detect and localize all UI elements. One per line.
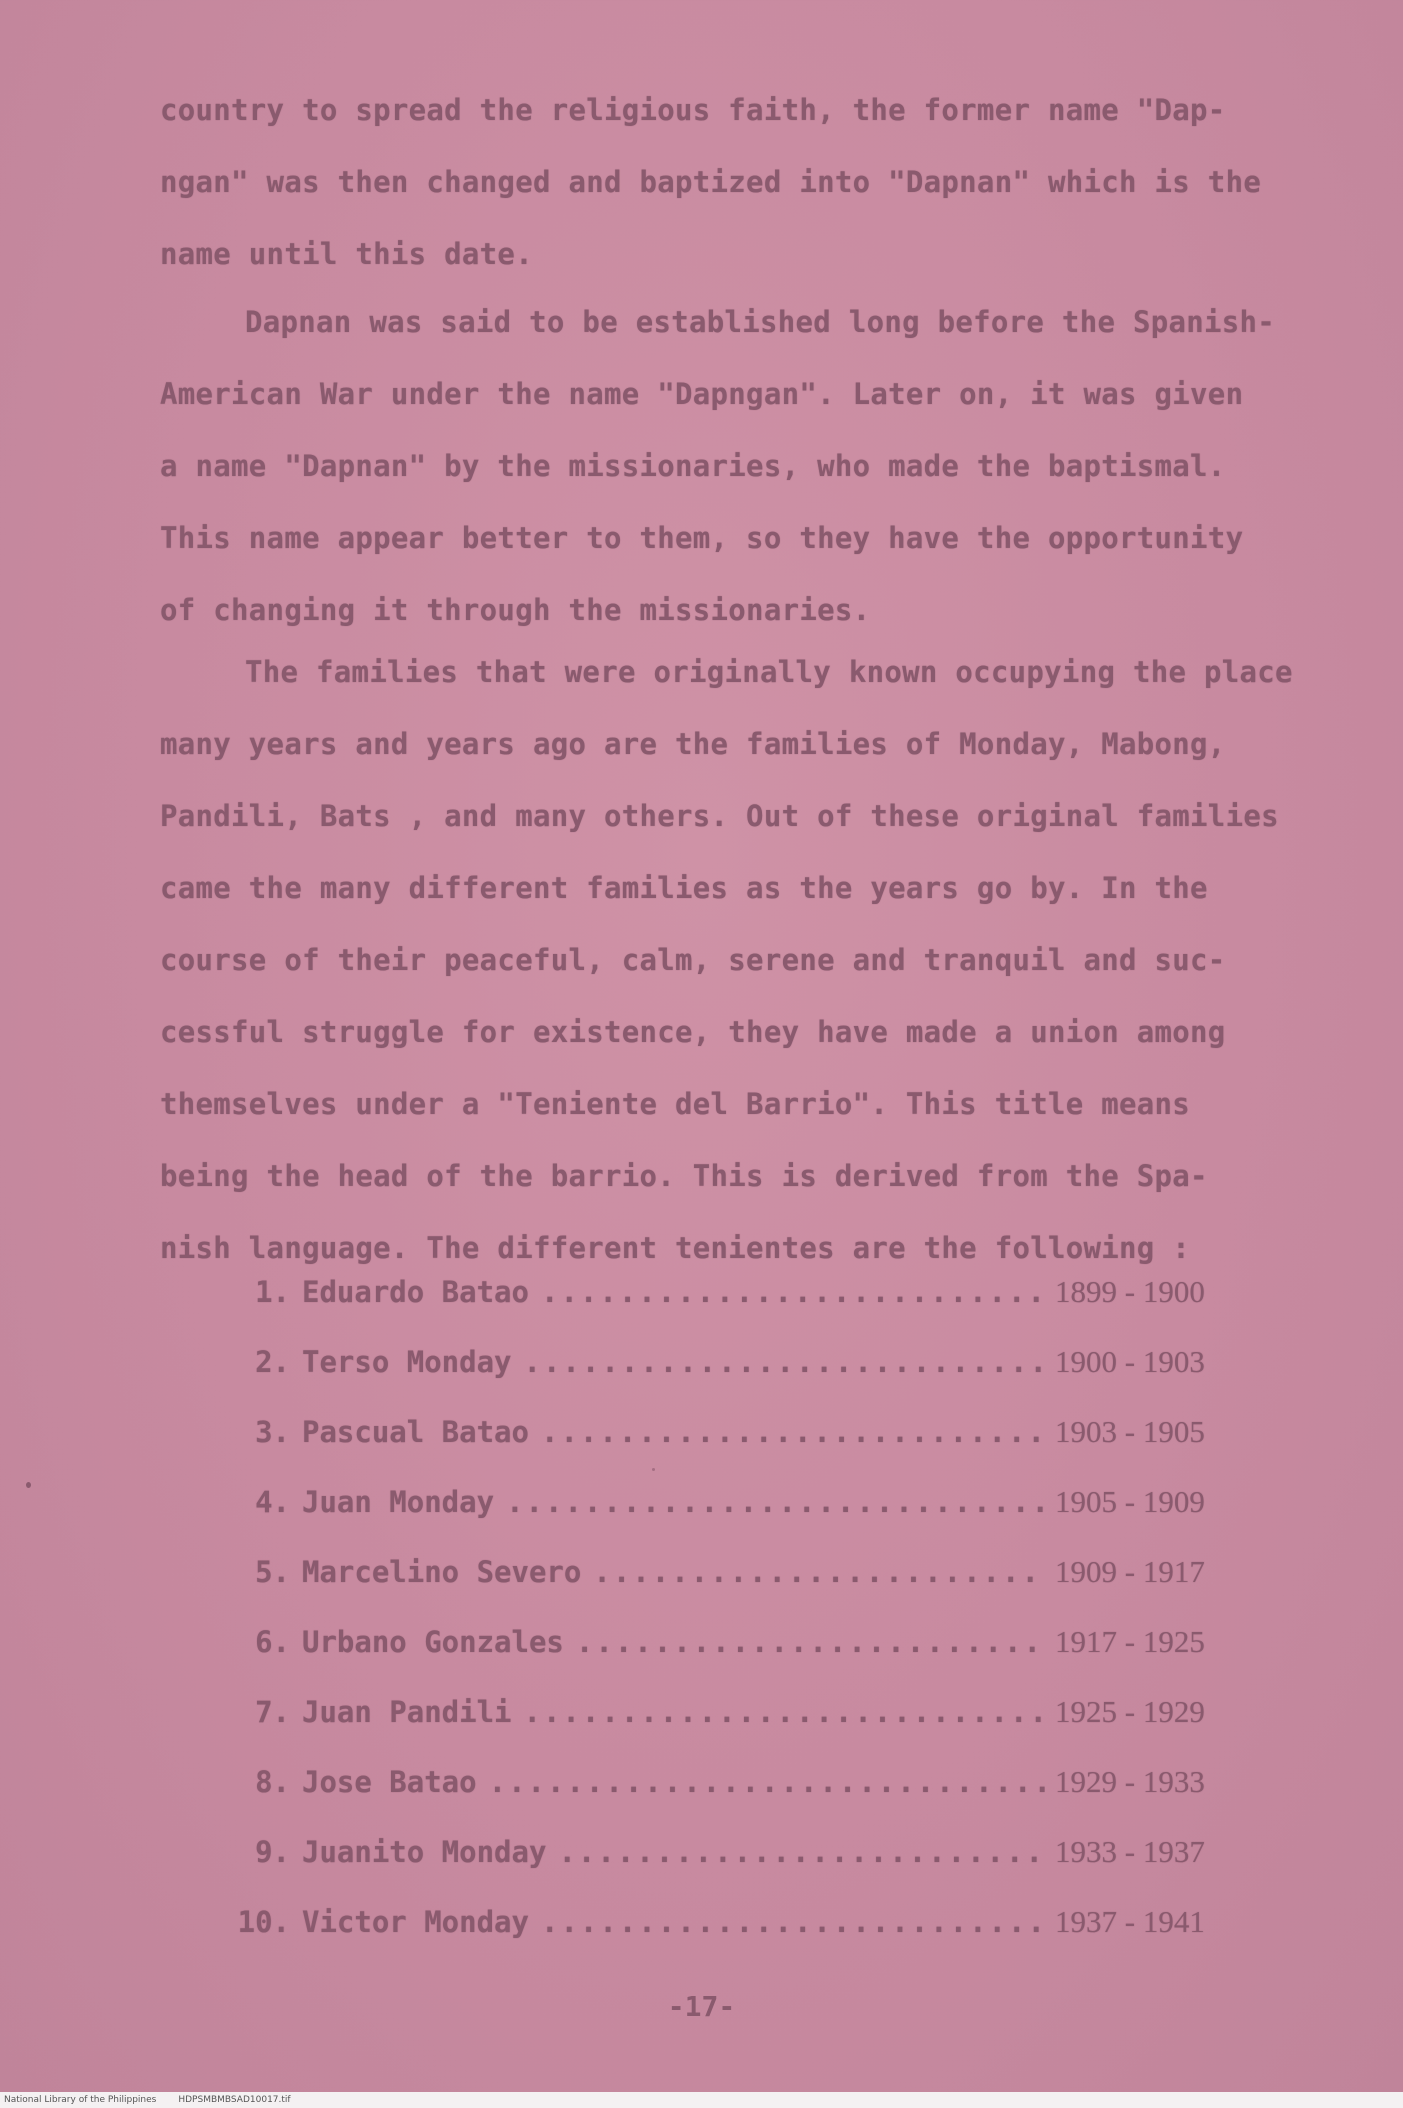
library-credit: National Library of the Philippines (4, 2095, 157, 2105)
text-line: themselves under a "Teniente del Barrio". This title means (160, 1087, 1191, 1121)
term-years: 1903 - 1905 (1055, 1414, 1205, 1449)
text-line: nish language. The different tenientes are the following : (160, 1231, 1191, 1265)
text-line: country to spread the religious faith, the former name "Dap- (160, 93, 1226, 127)
tenientes-list (230, 1274, 1260, 1974)
dot-leader (506, 1485, 1045, 1519)
item-number: 10. (237, 1905, 290, 1939)
term-years: 1899 - 1900 (1055, 1274, 1205, 1309)
text-line: Pandili, Bats , and many others. Out of these original families (160, 799, 1279, 833)
item-number: 4. (255, 1485, 290, 1519)
list-item (230, 1904, 1260, 1974)
teniente-name: Victor Monday (302, 1905, 529, 1939)
teniente-name: Juanito Monday (302, 1835, 547, 1869)
scan-footer (0, 2092, 1403, 2108)
item-number: 3. (255, 1415, 290, 1449)
paragraph (160, 286, 1280, 646)
dot-leader (541, 1905, 1045, 1939)
teniente-name: Marcelino Severo (302, 1555, 582, 1589)
term-years: 1933 - 1937 (1055, 1834, 1205, 1869)
text-line: came the many different families as the years go by. In the (160, 871, 1208, 905)
ink-speck (652, 1468, 655, 1471)
term-years: 1937 - 1941 (1055, 1904, 1205, 1939)
file-id: HDPSMBMBSAD10017.tif (178, 2095, 291, 2105)
dot-leader (541, 1275, 1045, 1309)
item-number: 6. (255, 1625, 290, 1659)
teniente-name: Eduardo Batao (302, 1275, 529, 1309)
ink-speck (26, 1482, 31, 1488)
term-years: 1929 - 1933 (1055, 1764, 1205, 1799)
paragraph (160, 74, 1280, 290)
item-number: 9. (255, 1835, 290, 1869)
term-years: 1909 - 1917 (1055, 1554, 1205, 1589)
term-years: 1900 - 1903 (1055, 1344, 1205, 1379)
list-item (230, 1554, 1260, 1624)
teniente-name: Urbano Gonzales (302, 1625, 564, 1659)
text-line: cessful struggle for existence, they have made a union among (160, 1015, 1226, 1049)
list-item (230, 1834, 1260, 1904)
list-item (230, 1484, 1260, 1554)
item-number: 7. (255, 1695, 290, 1729)
text-line: name until this date. (160, 237, 533, 271)
text-line: being the head of the barrio. This is derived from the Spa- (160, 1159, 1208, 1193)
dot-leader (524, 1345, 1045, 1379)
dot-leader (593, 1555, 1045, 1589)
text-line: The families that were originally known occupying the place (245, 655, 1293, 689)
text-line: This name appear better to them, so they have the opportunity (160, 521, 1244, 555)
list-item (230, 1274, 1260, 1344)
page-number: -17- (667, 1990, 736, 2023)
text-line: many years and years ago are the families of Monday, Mabong, (160, 727, 1226, 761)
dot-leader (489, 1765, 1045, 1799)
dot-leader (524, 1695, 1045, 1729)
term-years: 1925 - 1929 (1055, 1694, 1205, 1729)
list-item (230, 1694, 1260, 1764)
teniente-name: Pascual Batao (302, 1415, 529, 1449)
item-number: 5. (255, 1555, 290, 1589)
dot-leader (558, 1835, 1045, 1869)
text-line: Dapnan was said to be established long before the Spanish- (245, 305, 1276, 339)
list-item (230, 1764, 1260, 1834)
teniente-name: Terso Monday (302, 1345, 512, 1379)
item-number: 1. (255, 1275, 290, 1309)
text-line: course of their peaceful, calm, serene and tranquil and suc- (160, 943, 1226, 977)
term-years: 1917 - 1925 (1055, 1624, 1205, 1659)
teniente-name: Jose Batao (302, 1765, 477, 1799)
text-line: American War under the name "Dapngan". Later on, it was given (160, 377, 1244, 411)
paragraph (160, 636, 1293, 1284)
term-years: 1905 - 1909 (1055, 1484, 1205, 1519)
item-number: 8. (255, 1765, 290, 1799)
list-item (230, 1414, 1260, 1484)
teniente-name: Juan Monday (302, 1485, 495, 1519)
dot-leader (541, 1415, 1045, 1449)
list-item (230, 1344, 1260, 1414)
list-item (230, 1624, 1260, 1694)
dot-leader (576, 1625, 1045, 1659)
teniente-name: Juan Pandili (302, 1695, 512, 1729)
text-line: of changing it through the missionaries. (160, 593, 871, 627)
item-number: 2. (255, 1345, 290, 1379)
text-line: a name "Dapnan" by the missionaries, who made the baptismal. (160, 449, 1226, 483)
text-line: ngan" was then changed and baptized into "Dapnan" which is the (160, 165, 1262, 199)
